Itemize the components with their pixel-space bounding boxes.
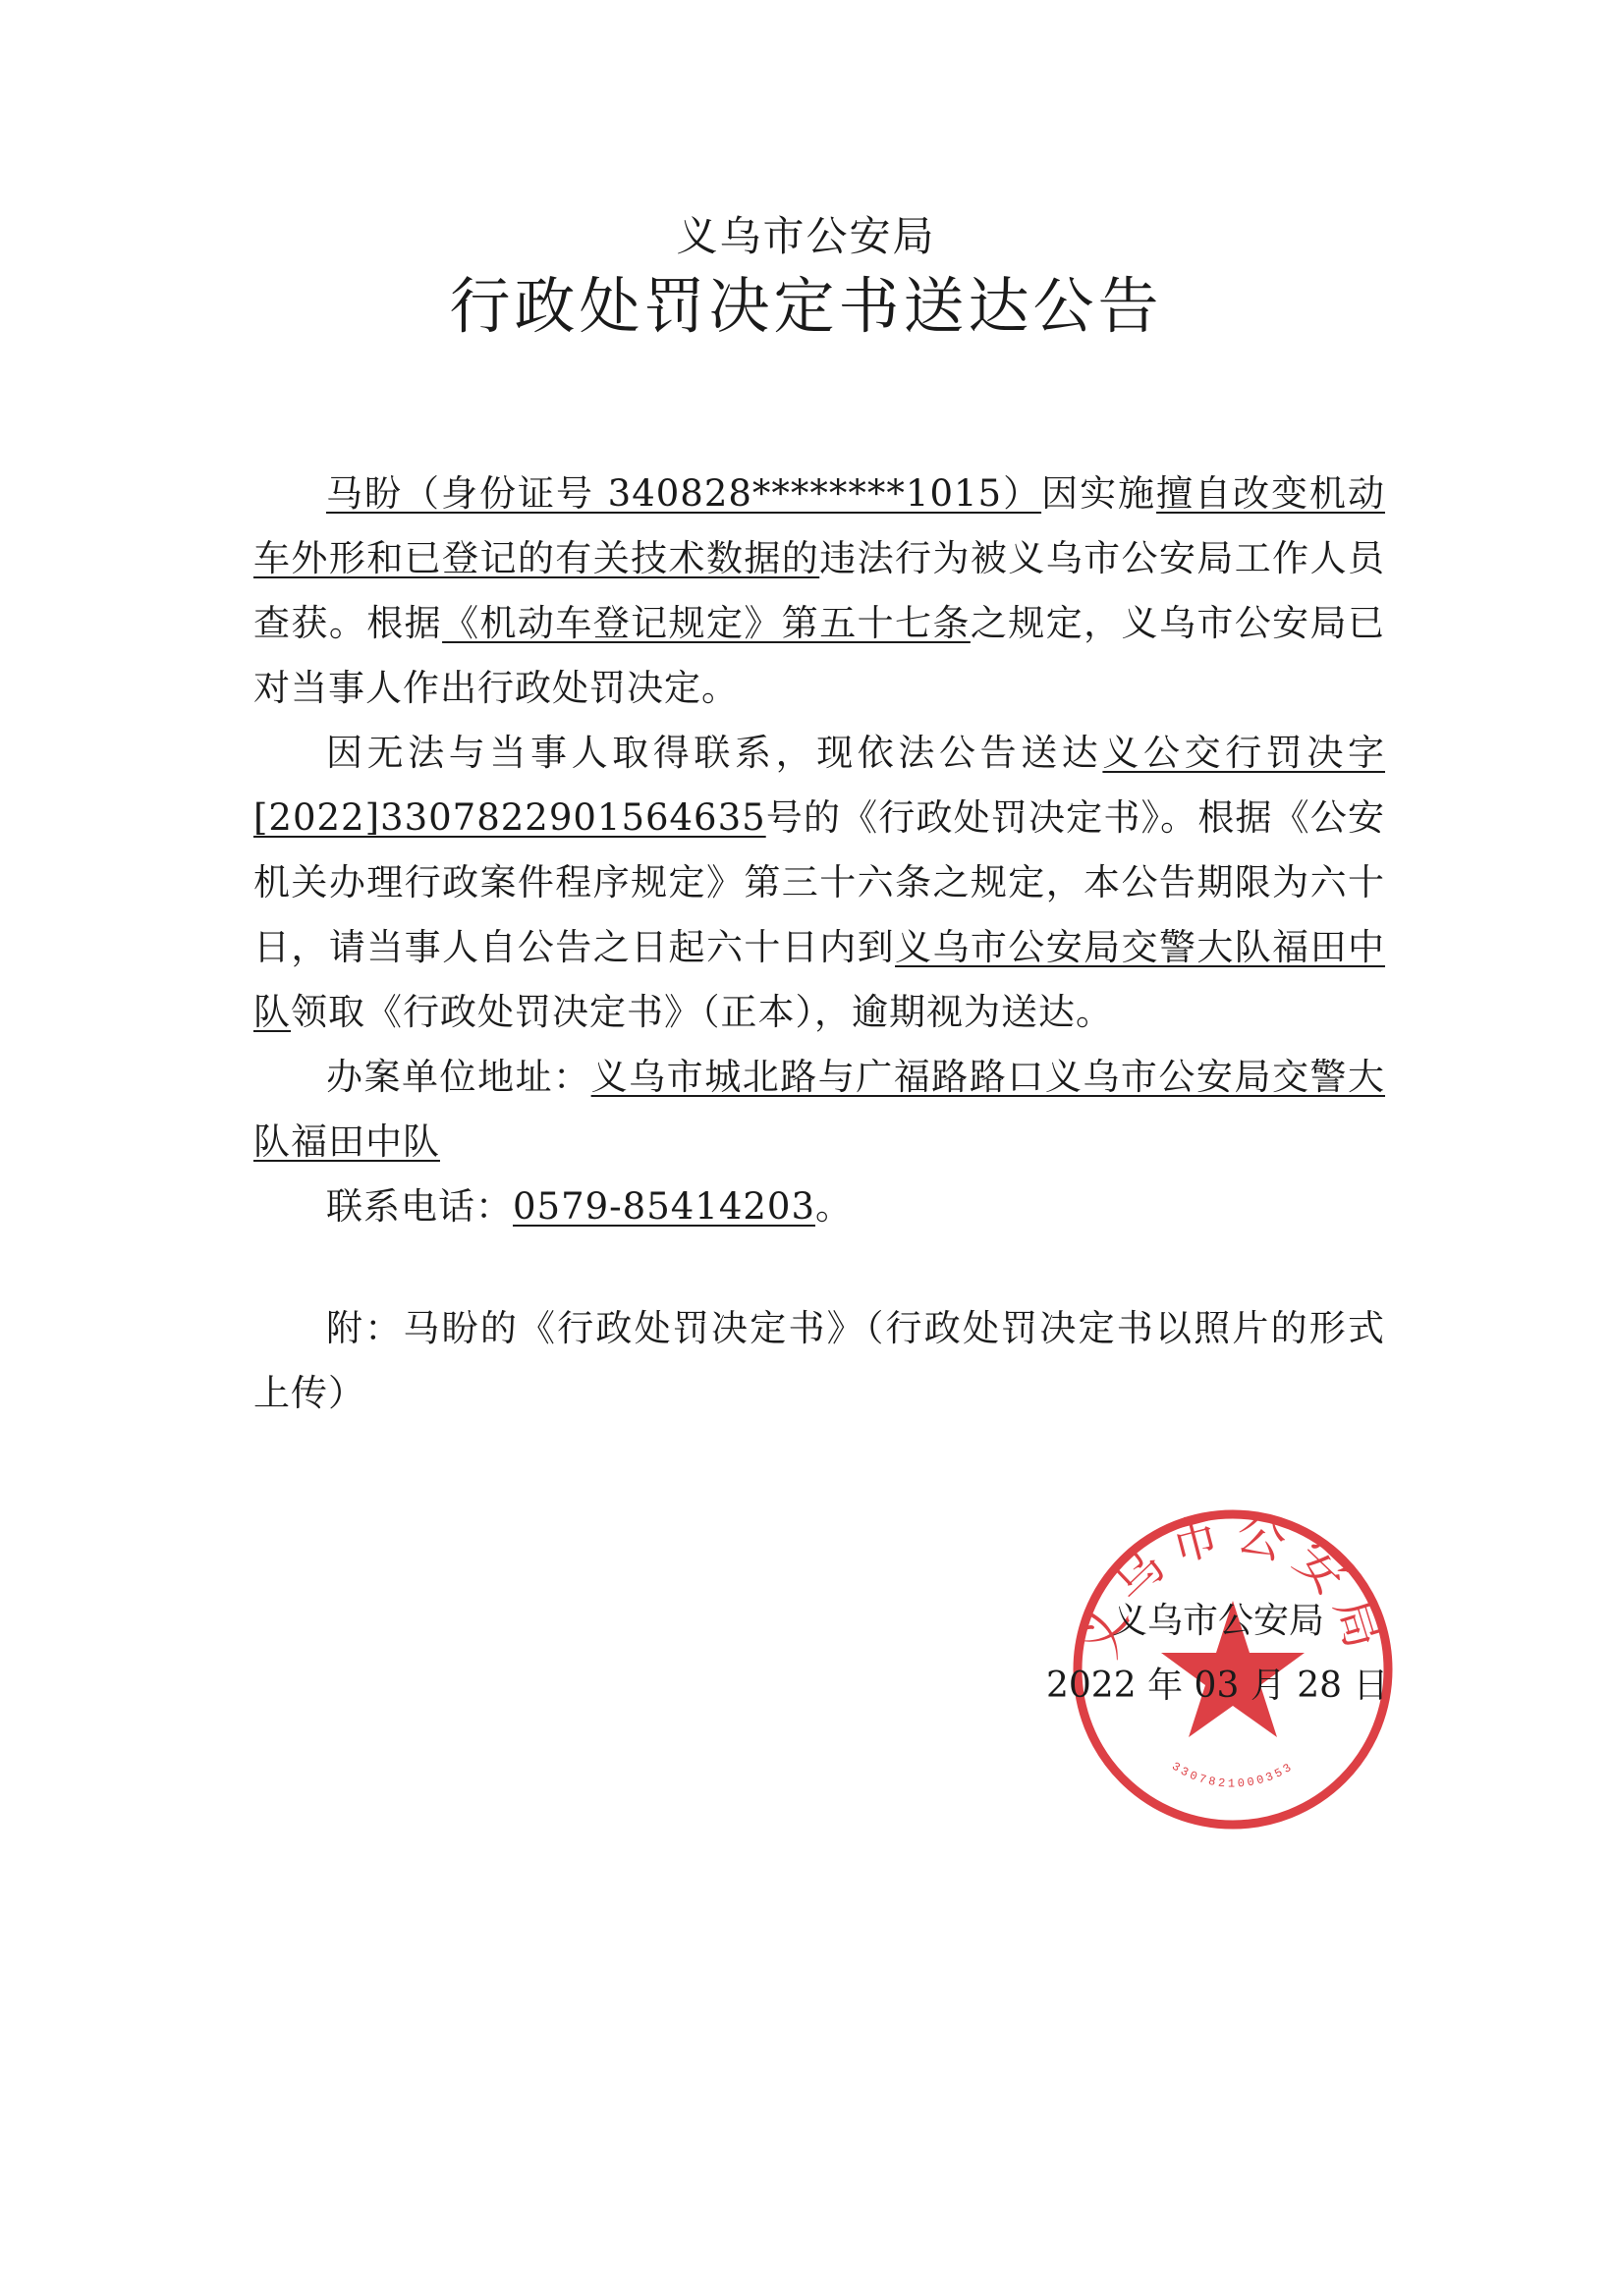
date-month: 03 <box>1194 1666 1240 1706</box>
paragraph-phone <box>253 1175 1385 1239</box>
violation-description: 擅自改变机动车外形和已登记的有关技术数据的 <box>253 472 1386 579</box>
address-label: 办案单位地址： <box>326 1056 591 1098</box>
date-day-unit: 日 <box>1353 1666 1389 1706</box>
text-fragment: 领取《行政处罚决定书》（正本），逾期视为送达。 <box>291 991 1113 1033</box>
date-month-unit: 月 <box>1250 1666 1286 1706</box>
paragraph-address <box>253 1045 1385 1175</box>
paragraph-service <box>253 721 1385 1045</box>
text-fragment: 违法行为被义乌市公安局工作人员查获。根据 <box>253 537 1386 644</box>
text-fragment: 之规定，义乌市公安局已对当事人作出行政处罚决定。 <box>253 602 1386 709</box>
text-fragment: 因实施 <box>1041 472 1157 515</box>
phone-label: 联系电话： <box>326 1185 513 1228</box>
text-fragment: 号的《行政处罚决定书》。根据《公安机关办理行政案件程序规定》第三十六条之规定，本公告期限为六十日，请当事人自公告之日起六十日内到 <box>253 796 1385 968</box>
paragraph-attachment: 附：马盼的《行政处罚决定书》（行政处罚决定书以照片的形式上传） <box>253 1307 1385 1414</box>
phone-value: 0579-85414203 <box>513 1185 815 1228</box>
party-name-id: 马盼（身份证号 340828********1015） <box>326 472 1042 515</box>
seal-code-text: 3307821000353 <box>1169 1759 1297 1791</box>
date-year: 2022 <box>1046 1666 1137 1706</box>
decision-number: 义公交行罚决字[2022]3307822901564635 <box>253 732 1386 839</box>
paragraph-violation <box>253 462 1385 721</box>
address-value: 义乌市城北路与广福路路口义乌市公安局交警大队福田中队 <box>253 1056 1386 1163</box>
regulation-reference: 《机动车登记规定》第五十七条 <box>442 602 971 644</box>
date-year-unit: 年 <box>1147 1666 1184 1706</box>
issuing-agency: 义乌市公安局 <box>676 212 936 260</box>
document-title: 行政处罚决定书送达公告 <box>449 270 1163 342</box>
signature-date <box>1046 1654 1400 1719</box>
spacer <box>253 1239 1385 1296</box>
pickup-office: 义乌市公安局交警大队福田中队 <box>253 926 1386 1033</box>
notice-body <box>253 462 1385 1426</box>
phone-end: 。 <box>815 1185 853 1228</box>
seal-arc-text: 义乌市公安局 <box>1071 1507 1395 1665</box>
date-day: 28 <box>1297 1666 1343 1706</box>
signature-agency: 义乌市公安局 <box>1111 1601 1324 1641</box>
text-fragment: 因无法与当事人取得联系，现依法公告送达 <box>326 732 1103 774</box>
